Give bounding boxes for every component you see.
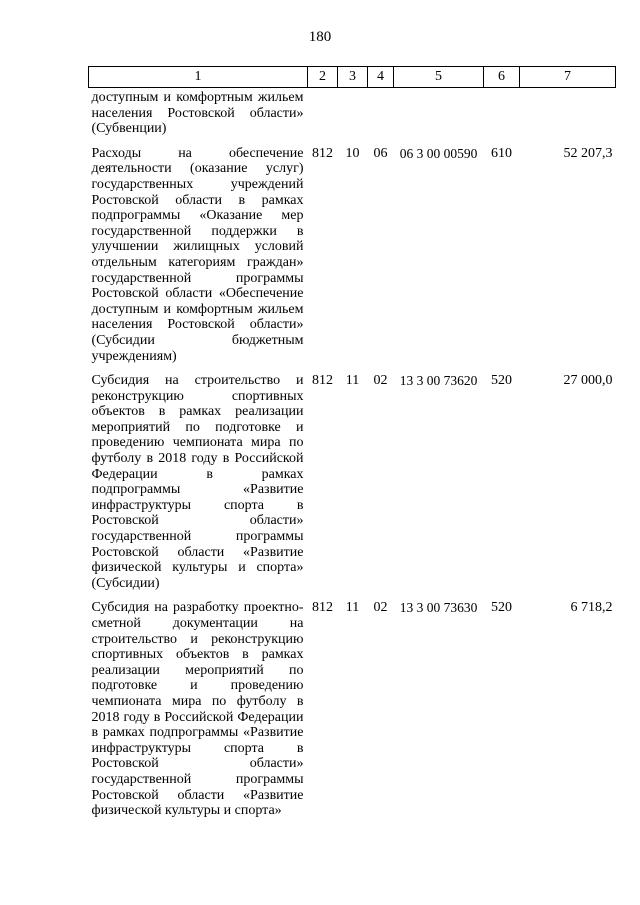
row-target-article: 13 3 00 73630 [399, 600, 478, 616]
page-number: 180 [308, 29, 332, 45]
row-amount: 27 000,0 [563, 373, 613, 389]
table-row-continuation [89, 88, 616, 137]
row-section-code: 10 [345, 145, 360, 161]
row-target-article: 13 3 00 73620 [399, 373, 478, 389]
row-section-code: 11 [345, 373, 360, 389]
column-header: 6 [484, 67, 520, 88]
row-amount: 6 718,2 [570, 600, 613, 616]
row-subsection-code: 02 [373, 600, 388, 616]
row-expense-type: 520 [491, 373, 512, 389]
row-description: Субсидия на разработку проектно-сметной документации на строительство и реконструкцию спортивных объектов в рамках реализации мероприятий по подготовке и проведению чемпионата мира по футболу в 2018 году в Российской Федерации в рамках подпрограммы «Развитие инфраструктуры спорта в Ростовской области» государственной программы Ростовской области «Развитие физической культуры и спорта» [91, 600, 304, 819]
row-description: Субсидия на строительство и реконструкцию спортивных объектов в рамках реализации мероприятий по подготовке и проведению чемпионата мира по футболу в 2018 году в Российской Федерации в рамках подпрограммы «Развитие инфраструктуры спорта в Ростовской области» государственной программы Ростовской области «Развитие физической культуры и спорта» (Субсидии) [91, 373, 304, 591]
table-row [89, 591, 616, 818]
column-header: 7 [520, 67, 616, 88]
row-ministry-code: 812 [312, 600, 333, 616]
row-ministry-code: 812 [312, 373, 333, 389]
row-description: Расходы на обеспечение деятельности (оказание услуг) государственных учреждений Ростовской области в рамках подпрограммы «Оказание мер государственной поддержки в улучшении жилищных условий отдельным категориям граждан» государственной программы Ростовской области «Обеспечение доступным и комфортным жильем населения Ростовской области» (Субсидии бюджетным учреждениям) [91, 145, 304, 364]
row-subsection-code: 02 [373, 373, 388, 389]
budget-table [88, 66, 616, 819]
row-ministry-code: 812 [312, 145, 333, 161]
row-expense-type: 610 [491, 145, 512, 161]
table-row [89, 364, 616, 591]
row-subsection-code: 06 [373, 145, 388, 161]
row-description: доступным и комфортным жильем населения Ростовской области» (Субвенции) [91, 90, 304, 137]
column-header: 3 [338, 67, 368, 88]
column-header: 5 [394, 67, 484, 88]
column-header: 2 [308, 67, 338, 88]
row-expense-type: 520 [491, 600, 512, 616]
row-section-code: 11 [345, 600, 360, 616]
table-header-row [89, 67, 616, 88]
row-amount: 52 207,3 [563, 145, 613, 161]
column-header: 4 [368, 67, 394, 88]
row-target-article: 06 3 00 00590 [399, 145, 478, 161]
column-header: 1 [89, 67, 308, 88]
table-row [89, 137, 616, 364]
